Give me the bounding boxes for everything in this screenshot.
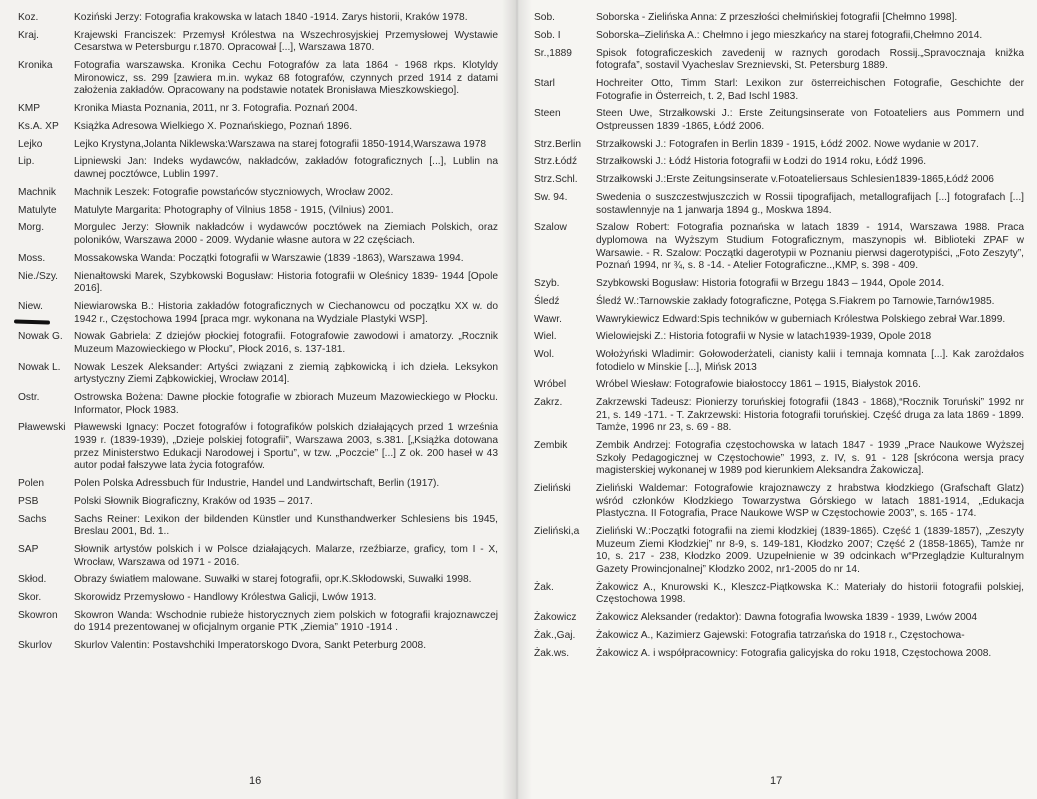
entry-text: Zieliński Waldemar: Fotografowie krajoznawczy z hrabstwa kłodzkiego (Grafschaft Glatz) wśród członków Kłodzkiego Towarzystwa Górskiego w latach 1881-1914, „Edukacja Plastyczna. II Fotografia, Prace Naukowe WSP w Częstochowie 2003”, s. 165 - 174. [596,483,1024,520]
entry-abbreviation: Wol. [534,349,555,361]
entry-text: Soborska - Zielińska Anna: Z przeszłości chełmińskiej fotografii [Chełmno 1998]. [596,12,958,23]
entry-abbreviation: Machnik [18,186,56,198]
bibliography-entry [18,544,498,569]
bibliography-entry [534,630,1024,643]
entry-text: Żakowicz Aleksander (redaktor): Dawna fotografia lwowska 1839 - 1939, Lwów 2004 [596,612,978,624]
entry-text: Steen Uwe, Strzałkowski J.: Erste Zeitungsinserate von Fotoateliers aus Pommern und Ostpreussen 1839 -1865, Łódź 2006. [596,108,1024,132]
bibliography-entry [18,478,498,491]
right-page [516,0,1037,799]
bibliography-entry [534,222,1024,272]
entry-text: Strzałkowski J.: Łódź Historia fotografii w Łodzi do 1914 roku, Łódź 1996. [596,156,927,168]
entry-text: Zembik Andrzej: Fotografia częstochowska w latach 1847 - 1939 „Prace Naukowe Wyższej Szkoły Pedagogicznej w Częstochowie” 1993, z. IV, s. 91 - 128 [skrócona wersja pracy magisterskiej wykonanej w 1989 pod kierunkiem Aleksandra Żakowicza]. [596,440,1024,477]
entry-abbreviation: Ostr. [18,392,40,404]
entry-text: Morgulec Jerzy: Słownik nakładców i wydawców pocztówek na Ziemiach Polskich, oraz poloników, Warszawa 2000 - 2009. Wydanie własne autora w 22 częściach. [74,222,498,246]
entry-abbreviation: Żakowicz [534,612,577,624]
bibliography-entry [18,422,498,472]
entry-abbreviation: Morg. [18,222,45,234]
entry-text: Krajewski Franciszek: Przemysł Królestwa na Wszechrosyjskiej Przemysłowej Wystawie Cesarstwa w Petersburgu r.1870. Opracował [...], Warszawa 1870. [74,29,498,54]
bibliography-entry [534,278,1024,291]
bibliography-entry [534,192,1024,217]
entry-text: Strzałkowski J.:Erste Zeitungsinserate v.Fotoateliersaus Schlesien1839-1865,Łódź 2006 [596,174,994,186]
entry-text: Sachs Reiner: Lexikon der bildenden Künstler und Kunsthandwerker Schlesiens bis 1945, Breslau 2001, Bd. 1.. [74,513,498,538]
entry-text: Wróbel Wiesław: Fotografowie białostoccy 1861 – 1915, Białystok 2016. [596,379,921,391]
bibliography-entry [18,30,498,55]
entry-abbreviation: SAP [18,543,39,555]
entry-abbreviation: PSB [18,495,39,507]
bibliography-entry [534,78,1024,103]
entry-abbreviation: Nowak L. [18,361,61,373]
entry-abbreviation: Żak. [534,581,554,593]
entry-abbreviation: Sob. [534,12,555,23]
entry-text: Skowron Wanda: Wschodnie rubieże historycznych ziem polskich w fotografii krajoznawczej do 1914 prezentowanej w oficjalnym organie PTK „Ziemia” 1910 -1914 . [74,609,498,634]
bibliography-entry [18,496,498,509]
entry-abbreviation: Ks.A. XP [18,120,59,132]
entry-text: Wawrykiewicz Edward:Spis techników w guberniach Królestwa Polskiego zebrał War.1899. [596,313,1006,325]
entry-abbreviation: Koz. [18,12,39,23]
bibliography-entry [18,514,498,539]
bibliography-entry [18,362,498,387]
bibliography-entry [534,30,1024,43]
entry-text: Strzałkowski J.: Fotografen in Berlin 1839 - 1915, Łódź 2002. Nowe wydanie w 2017. [596,138,979,150]
bibliography-entry [534,612,1024,625]
entry-abbreviation: Śledź [534,295,560,307]
entry-abbreviation: Steen [534,108,561,120]
bibliography-entry [534,397,1024,435]
bibliography-entry [18,12,498,25]
bibliography-entry [18,139,498,152]
entry-abbreviation: Sachs [18,513,47,525]
bibliography-entry [18,592,498,605]
entry-text: Mossakowska Wanda: Początki fotografii w Warszawie (1839 -1863), Warszawa 1994. [74,252,464,264]
bibliography-entry [534,12,1024,25]
entry-abbreviation: Strz.Schl. [534,174,578,186]
bibliography-entry [534,108,1024,133]
entry-text: Śledź W.:Tarnowskie zakłady fotograficzne, Potęga S.Fiakrem po Tarnowie,Tarnów1985. [596,295,995,307]
bibliography-entry [18,103,498,116]
page-number: 16 [249,775,262,787]
entry-abbreviation: Moss. [18,252,46,264]
left-page [0,0,516,799]
bibliography-entry [18,156,498,181]
entry-abbreviation: Zieliński,a [534,526,580,538]
entry-abbreviation: Skłod. [18,574,47,586]
bibliography-entry [534,314,1024,327]
bibliography-entry [18,610,498,635]
entry-abbreviation: Lejko [18,138,43,150]
entry-abbreviation: Skor. [18,592,42,604]
bibliography-entry [18,121,498,134]
entry-abbreviation: Wiel. [534,331,557,343]
entry-abbreviation: Kronika [18,60,53,72]
entry-text: Polski Słownik Biograficzny, Kraków od 1935 – 2017. [74,495,313,507]
entry-text: Machnik Leszek: Fotografie powstańców styczniowych, Wrocław 2002. [74,186,394,198]
bibliography-entry [534,174,1024,187]
bibliography-entry [534,156,1024,169]
entry-abbreviation: Matulyte [18,204,57,216]
entry-abbreviation: Pławewski [18,422,66,434]
bibliography-entry [534,349,1024,374]
bibliography-entry [18,301,498,326]
bibliography-entry [534,331,1024,344]
entry-text: Koziński Jerzy: Fotografia krakowska w latach 1840 -1914. Zarys historii, Kraków 1978. [74,12,468,23]
entry-abbreviation: Strz.Łódź [534,156,578,168]
entry-text: Żakowicz A. i współpracownicy: Fotografia galicyjska do roku 1918, Częstochowa 2008. [596,647,992,659]
entry-text: Polen Polska Adressbuch für Industrie, Handel und Landwirtschaft, Berlin (1917). [74,478,440,489]
bibliography-entry [18,253,498,266]
entry-text: Żakowicz A., Kazimierz Gajewski: Fotografia tatrzańska do 1918 r., Częstochowa- [596,629,965,641]
entry-abbreviation: Nowak G. [18,331,63,343]
entry-abbreviation: Strz.Berlin [534,138,581,150]
entry-abbreviation: Skowron [18,609,58,621]
bibliography-entry [18,331,498,356]
entry-abbreviation: Zembik [534,440,568,452]
bibliography-entry [18,574,498,587]
entry-text: Nienałtowski Marek, Szybkowski Bogusław: Historia fotografii w Oleśnicy 1839- 1944 [Opole 2016]. [74,270,498,295]
entry-text: Soborska–Zielińska A.: Chełmno i jego mieszkańcy na starej fotografii,Chełmno 2014. [596,29,983,41]
bibliography-entry [534,296,1024,309]
entry-text: Zakrzewski Tadeusz: Pionierzy toruńskiej fotografii (1843 - 1868),“Rocznik Toruński” 1992 nr 21, s. 149 -171. - T. Zakrzewski: Historia fotografii toruńskiej. Część druga za lata 1869 - 1899. Tamże, 1996 nr 23, s. 69 - 88. [596,397,1024,434]
entry-abbreviation: Sr.,1889 [534,47,572,59]
bibliography-entry [18,187,498,200]
entry-text: Matulyte Margarita: Photography of Vilnius 1858 - 1915, (Vilnius) 2001. [74,204,394,216]
entry-abbreviation: Polen [18,478,45,489]
entry-abbreviation: Kraj. [18,29,39,41]
page-number: 17 [770,775,783,787]
entry-text: Książka Adresowa Wielkiego X. Poznańskiego, Poznań 1896. [74,120,353,132]
entry-text: Obrazy światłem malowane. Suwałki w starej fotografii, opr.K.Skłodowski, Suwałki 1998. [74,574,472,586]
entry-text: Ostrowska Bożena: Dawne płockie fotografie w zbiorach Muzeum Mazowieckiego w Płocku. Informator, Płock 1983. [74,392,498,416]
entry-text: Swedenia o suszczestwjuszczich w Rossii tipografijach, metallografijach [...] fotografach [...] sostawlennyje na 1 janwarja 1894 g., Moskwa 1894. [596,192,1024,216]
entry-text: Nowak Gabriela: Z dziejów płockiej fotografii. Fotografowie zawodowi i amatorzy. „Rocznik Muzeum Mazowieckiego w Płocku”, Płock 2016, s. 137-181. [74,331,498,355]
entry-text: Żakowicz A., Knurowski K., Kleszcz-Piątkowska K.: Materiały do historii fotografii polskiej, Częstochowa 1998. [596,581,1024,606]
entry-abbreviation: KMP [18,103,41,115]
entry-text: Nowak Leszek Aleksander: Artyści związani z ziemią ząbkowicką i ich dzieła. Leksykon artystyczny Ziemi Ząbkowickiej, Wrocław 2014]. [74,361,498,386]
bibliography-entry [18,392,498,417]
entry-text: Skorowidz Przemysłowo - Handlowy Królestwa Galicji, Lwów 1913. [74,592,377,604]
entry-text: Wołożyński Wladimir: Gołowoderżateli, cianisty kalii i temnaja komnata [...]. Kak zarożdałos fotodielo w Minskie [...], Mińsk 2013 [596,349,1024,373]
entry-text: Skurlov Valentin: Postavshchiki Imperatorskogo Dvora, Sankt Peterburg 2008. [74,640,427,652]
entry-text: Szybkowski Bogusław: Historia fotografii w Brzegu 1843 – 1944, Opole 2014. [596,277,945,289]
entry-abbreviation: Wawr. [534,313,562,325]
bibliography-entry [18,640,498,653]
entry-text: Kronika Miasta Poznania, 2011, nr 3. Fotografia. Poznań 2004. [74,103,358,115]
bibliography-entry [534,440,1024,478]
entry-text: Szalow Robert: Fotografia poznańska w latach 1839 - 1914, Warszawa 1988. Praca dyplomowa na Wyższym Studium Fotograficznym, maszynopis wł. Biblioteki ZPAF w Warsawie. - R. Szalow: Początki dagerotypii w Poznaniu pierwsi dagerotypiści, „Foto Zeszyty”, Poznań 1994, nr ¾, s. 8 -14. - Atelier Fotograficzne..,KMP, s. 398 - 409. [596,222,1024,272]
bibliography-entry [534,483,1024,521]
entry-abbreviation: Skurlov [18,640,52,652]
entry-text: Niewiarowska B.: Historia zakładów fotograficznych w Ciechanowcu od początku XX w. do 1942 r., Częstochowa 1994 [praca mgr. wykonana na Wydziale Plastyki WSP]. [74,300,498,325]
entry-abbreviation: Lip. [18,156,35,168]
right-bibliography-list [534,12,1024,665]
entry-abbreviation: Żak.,Gaj. [534,629,576,641]
entry-text: Spisok fotograficzeskich zavedenij w raznych gorodach Rossij.„Spravocznaja knižka fotografa”, sostavil Vyacheslav Sreznievski, St. Petersburg 1889. [596,47,1024,72]
bibliography-entry [534,48,1024,73]
entry-abbreviation: Starl [534,77,555,89]
entry-abbreviation: Szalow [534,222,567,234]
bibliography-entry [534,648,1024,661]
entry-text: Wielowiejski Z.: Historia fotografii w Nysie w latach1939-1939, Opole 2018 [596,331,932,343]
bibliography-entry [18,60,498,98]
bibliography-entry [534,139,1024,152]
entry-abbreviation: Zieliński [534,483,571,495]
entry-abbreviation: Sw. 94. [534,192,568,204]
bibliography-entry [534,379,1024,392]
entry-text: Hochreiter Otto, Timm Starl: Lexikon zur österreichischen Fotografie, Geschichte der Fotografie in Österreich, t. 2, Bad Ischl 1983. [596,77,1024,102]
entry-text: Słownik artystów polskich i w Polsce działających. Malarze, rzeźbiarze, graficy, tom I - X, Wrocław, Warszawa od 1971 - 2016. [74,543,498,568]
entry-abbreviation: Niew. [18,300,43,312]
entry-abbreviation: Sob. I [534,29,561,41]
entry-text: Pławewski Ignacy: Poczet fotografów i fotografików polskich działających przed 1 września 1939 r. (1839-1939), „Dzieje polskiej fotografii”, Warszawa 2003, s.381. [„Książka dotowana przez Ministerstwo Edukacji Narodowej i Sportu”, w tzw. „Poczcie” [...] Z ok. 200 haseł w 43 autor podał fałszywe lata życia fotografów. [74,422,498,472]
entry-abbreviation: Żak.ws. [534,647,570,659]
entry-text: Fotografia warszawska. Kronika Cechu Fotografów za lata 1864 - 1968 rkps. Klotyldy Mironowicz, ss. 299 [zawiera m.in. wykaz 68 fotografów, czynnych przed 1914 z datami założenia zakładów. Opracowany na podstawie notatek Bronisława Mieszkowskiego]. [74,60,498,97]
entry-text: Lejko Krystyna,Jolanta Niklewska:Warszawa na starej fotografii 1850-1914,Warszawa 1978 [74,138,487,150]
entry-text: Zieliński W.:Początki fotografii na ziemi kłodzkiej (1839-1865). Część 1 (1839-1857), „Zeszyty Muzeum Ziemi Kłodzkiej” nr 8-9, s. 149-181, Kłodzko 2007; Część 2 (1858-1865), Tamże nr 10, s. 217 - 238, Kłodzko 2009. Uzupełnienie w 39 odcinkach w“Przeglądzie Kulturalnym Gazety Prowincjonalnej” Kłodzko 2002, nr1-2005 do nr 14. [596,526,1024,575]
bibliography-entry [18,205,498,218]
entry-text: Lipniewski Jan: Indeks wydawców, nakładców, zakładów fotograficznych [...], Lublin na dawnej pocztówce, Lublin 1997. [74,156,498,181]
entry-abbreviation: Wróbel [534,379,567,391]
left-bibliography-list [18,12,498,658]
bibliography-entry [534,582,1024,607]
entry-abbreviation: Nie./Szy. [18,270,59,282]
entry-abbreviation: Zakrz. [534,397,563,409]
bibliography-entry [18,271,498,296]
bibliography-entry [534,526,1024,576]
entry-abbreviation: Szyb. [534,277,560,289]
bibliography-entry [18,222,498,247]
